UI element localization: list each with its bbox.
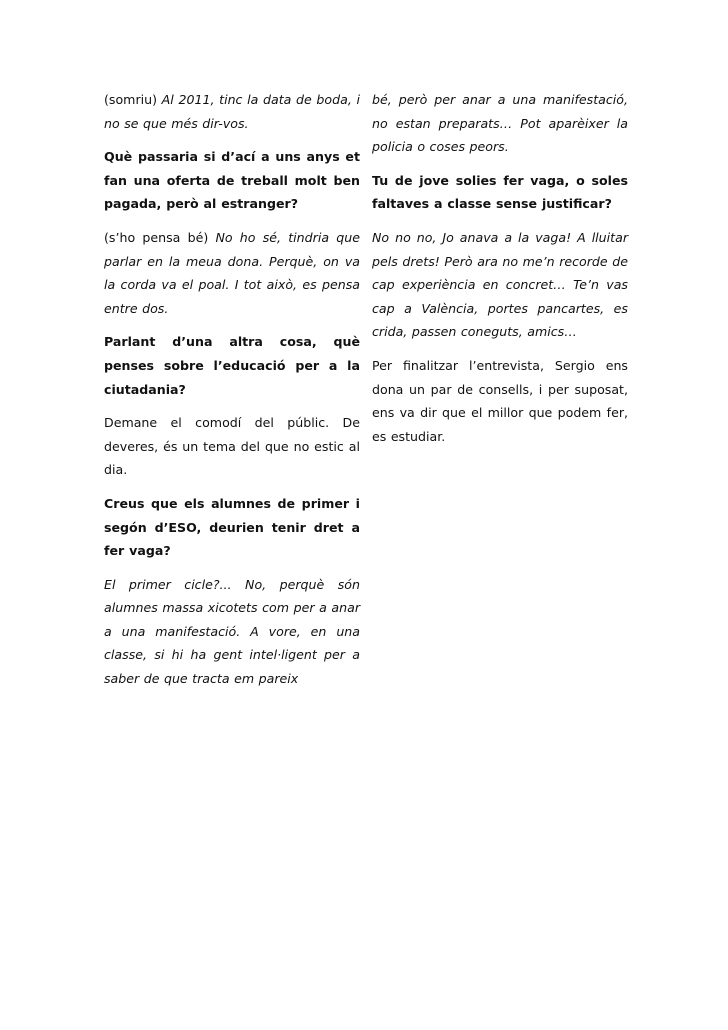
- paragraph-comodi: [104, 411, 360, 482]
- answer-text: bé, però per anar a una manifestació, no estan preparats… Pot aparèixer la policia o coses peors.: [372, 92, 628, 155]
- paragraph-vaga-answer: [372, 226, 628, 344]
- question-young-strike: Tu de jove solies fer vaga, o soles faltaves a classe sense justificar?: [372, 172, 628, 212]
- answer-text: Demane el comodí del públic. De deveres, és un tema del que no estic al dia.: [104, 415, 360, 478]
- question-job-offer: Què passaria si d’ací a uns anys et fan una oferta de treball molt ben pagada, però al estranger?: [104, 149, 360, 212]
- paragraph-closing: [372, 354, 628, 448]
- closing-text: Per finalitzar l’entrevista, Sergio ens dona un par de consells, i per suposat, ens va dir que el millor que podem fer, es estudiar.: [372, 357, 628, 444]
- question-citizenship-education: Parlant d’una altra cosa, què penses sobre l’educació per a la ciutadania?: [104, 334, 360, 397]
- paragraph-manifestacio: [372, 88, 628, 159]
- answer-text: No ho sé, tindria que parlar en la meua dona. Perquè, on va la corda va el poal. I tot això, es pensa entre dos.: [104, 229, 360, 316]
- right-column: [372, 88, 628, 458]
- stage-direction-text: (s’ho pensa bé): [104, 229, 216, 245]
- paragraph-primer-cicle: [104, 573, 360, 691]
- answer-text: Al 2011, tinc la data de boda, i no se que més dir-vos.: [104, 92, 360, 131]
- paragraph-job-answer: [104, 226, 360, 320]
- stage-direction-text: (somriu): [104, 92, 162, 107]
- paragraph-somriu: [104, 88, 360, 135]
- question-eso-strike: Creus que els alumnes de primer i segón d’ESO, deurien tenir dret a fer vaga?: [104, 495, 360, 559]
- left-column: [104, 88, 360, 701]
- answer-text: El primer cicle?... No, perquè són alumnes massa xicotets com per a anar a una manifestació. A vore, en una classe, si hi ha gent intel·ligent per a saber de que tracta em pareix: [104, 576, 360, 687]
- answer-text: No no no, Jo anava a la vaga! A lluitar pels drets! Però ara no me’n recorde de cap experiència en concret… Te’n vas cap a València, portes pancartes, es crida, passen coneguts, amics…: [372, 229, 628, 340]
